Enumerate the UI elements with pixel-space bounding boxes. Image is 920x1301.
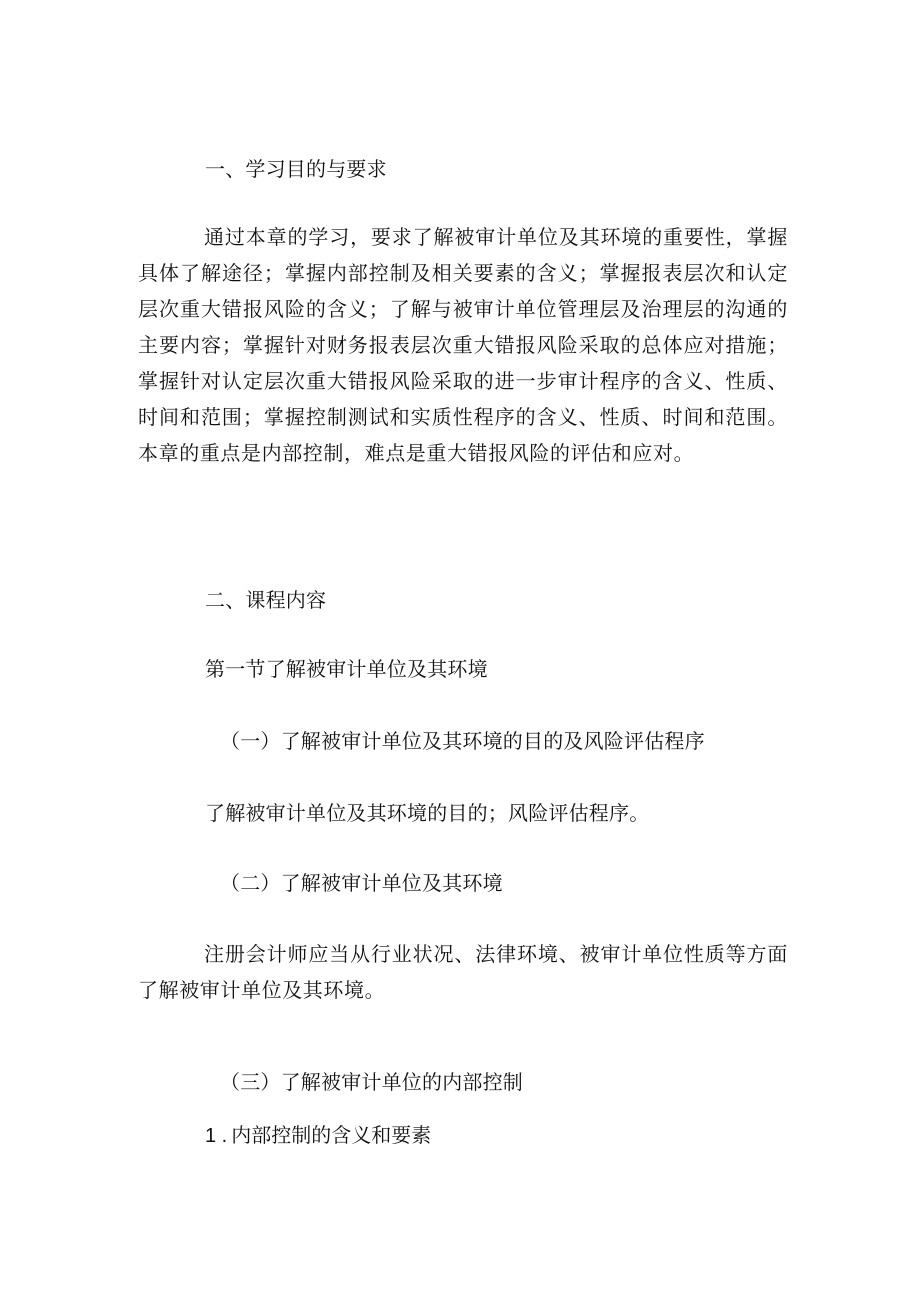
subsection-title-2: （二）了解被审计单位及其环境 (220, 871, 503, 895)
item-number: 1 . (205, 1125, 228, 1147)
subsection-title-3: （三）了解被审计单位的内部控制 (220, 1070, 523, 1094)
subsection-title-1: （一）了解被审计单位及其环境的目的及风险评估程序 (220, 729, 705, 753)
item-text: 内部控制的含义和要素 (231, 1123, 432, 1147)
numbered-item-1 (205, 1123, 431, 1148)
section-heading-course-content: 二、课程内容 (205, 588, 327, 612)
objectives-paragraph: 通过本章的学习，要求了解被审计单位及其环境的重要性，掌握具体了解途径；掌握内部控制及相关要素的含义；掌握报表层次和认定层次重大错报风险的含义；了解与被审计单位管理层及治理层的沟通的主要内容；掌握针对财务报表层次重大错报风险采取的总体应对措施；掌握针对认定层次重大错报风险采取的进一步审计程序的含义、性质、时间和范围；掌握控制测试和实质性程序的含义、性质、时间和范围。本章的重点是内部控制，难点是重大错报风险的评估和应对。 (138, 225, 788, 465)
chapter-title: 第一节了解被审计单位及其环境 (205, 657, 488, 681)
subsection-body-2: 注册会计师应当从行业状况、法律环境、被审计单位性质等方面了解被审计单位及其环境。 (138, 942, 788, 1002)
section-heading-objectives: 一、学习目的与要求 (205, 157, 387, 181)
subsection-body-1: 了解被审计单位及其环境的目的；风险评估程序。 (205, 801, 650, 825)
